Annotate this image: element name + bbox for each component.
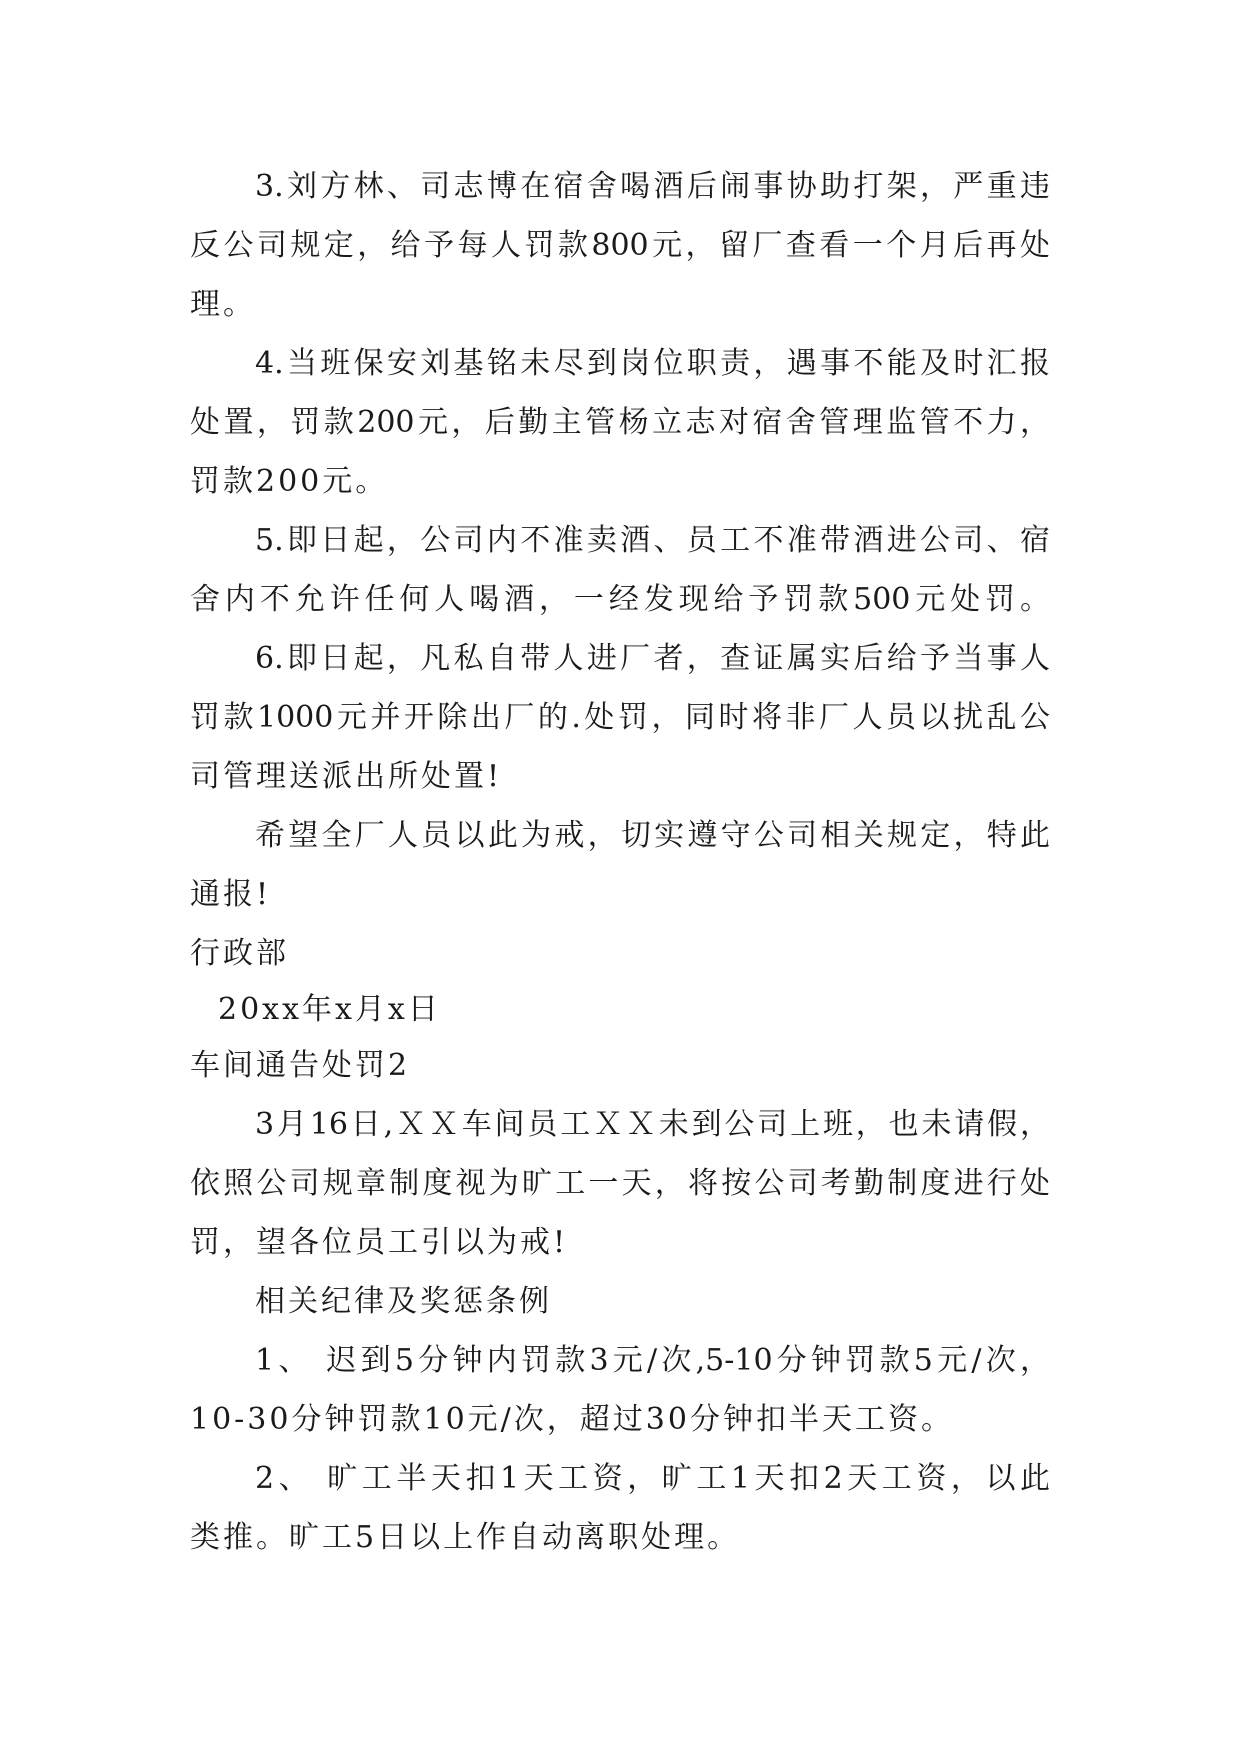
issue-date: 20xx年x月x日 — [218, 992, 441, 1027]
notice-line-3: 罚，望各位员工引以为戒! — [190, 1225, 569, 1260]
rule-1-line-1: 1、 迟到5分钟内罚款3元/次,5-10分钟罚款5元/次， — [255, 1343, 1050, 1378]
paragraph-4-line-3: 罚款200元。 — [190, 464, 389, 499]
rule-1-line-2: 10-30分钟罚款10元/次，超过30分钟扣半天工资。 — [190, 1402, 954, 1437]
notice-line-2: 依照公司规章制度视为旷工一天，将按公司考勤制度进行处 — [190, 1166, 1050, 1201]
rule-2-line-1: 2、 旷工半天扣1天工资，旷工1天扣2天工资，以此 — [255, 1461, 1050, 1496]
closing-line-2: 通报! — [190, 877, 272, 912]
paragraph-4-line-1: 4.当班保安刘基铭未尽到岗位职责，遇事不能及时汇报 — [255, 346, 1050, 381]
paragraph-4-line-2: 处置，罚款200元，后勤主管杨立志对宿舍管理监管不力， — [190, 405, 1050, 440]
notice-line-1: 3月16日,ＸＸ车间员工ＸＸ未到公司上班，也未请假， — [255, 1107, 1050, 1142]
paragraph-5-line-1: 5.即日起，公司内不准卖酒、员工不准带酒进公司、宿 — [255, 523, 1050, 558]
paragraph-3-line-1: 3.刘方林、司志博在宿舍喝酒后闹事协助打架，严重违 — [255, 169, 1050, 204]
rules-heading: 相关纪律及奖惩条例 — [255, 1284, 552, 1319]
paragraph-6-line-3: 司管理送派出所处置! — [190, 759, 503, 794]
issuer-department: 行政部 — [190, 936, 289, 971]
closing-line-1: 希望全厂人员以此为戒，切实遵守公司相关规定，特此 — [255, 818, 1050, 853]
paragraph-6-line-1: 6.即日起，凡私自带人进厂者，查证属实后给予当事人 — [255, 641, 1050, 676]
paragraph-3-line-3: 理。 — [190, 287, 256, 322]
rule-2-line-2: 类推。旷工5日以上作自动离职处理。 — [190, 1520, 741, 1555]
paragraph-3-line-2: 反公司规定，给予每人罚款800元，留厂查看一个月后再处 — [190, 228, 1050, 263]
section-title: 车间通告处罚2 — [190, 1048, 411, 1083]
paragraph-6-line-2: 罚款1000元并开除出厂的.处罚，同时将非厂人员以扰乱公 — [190, 700, 1050, 735]
paragraph-5-line-2: 舍内不允许任何人喝酒，一经发现给予罚款500元处罚。 — [190, 582, 1050, 617]
